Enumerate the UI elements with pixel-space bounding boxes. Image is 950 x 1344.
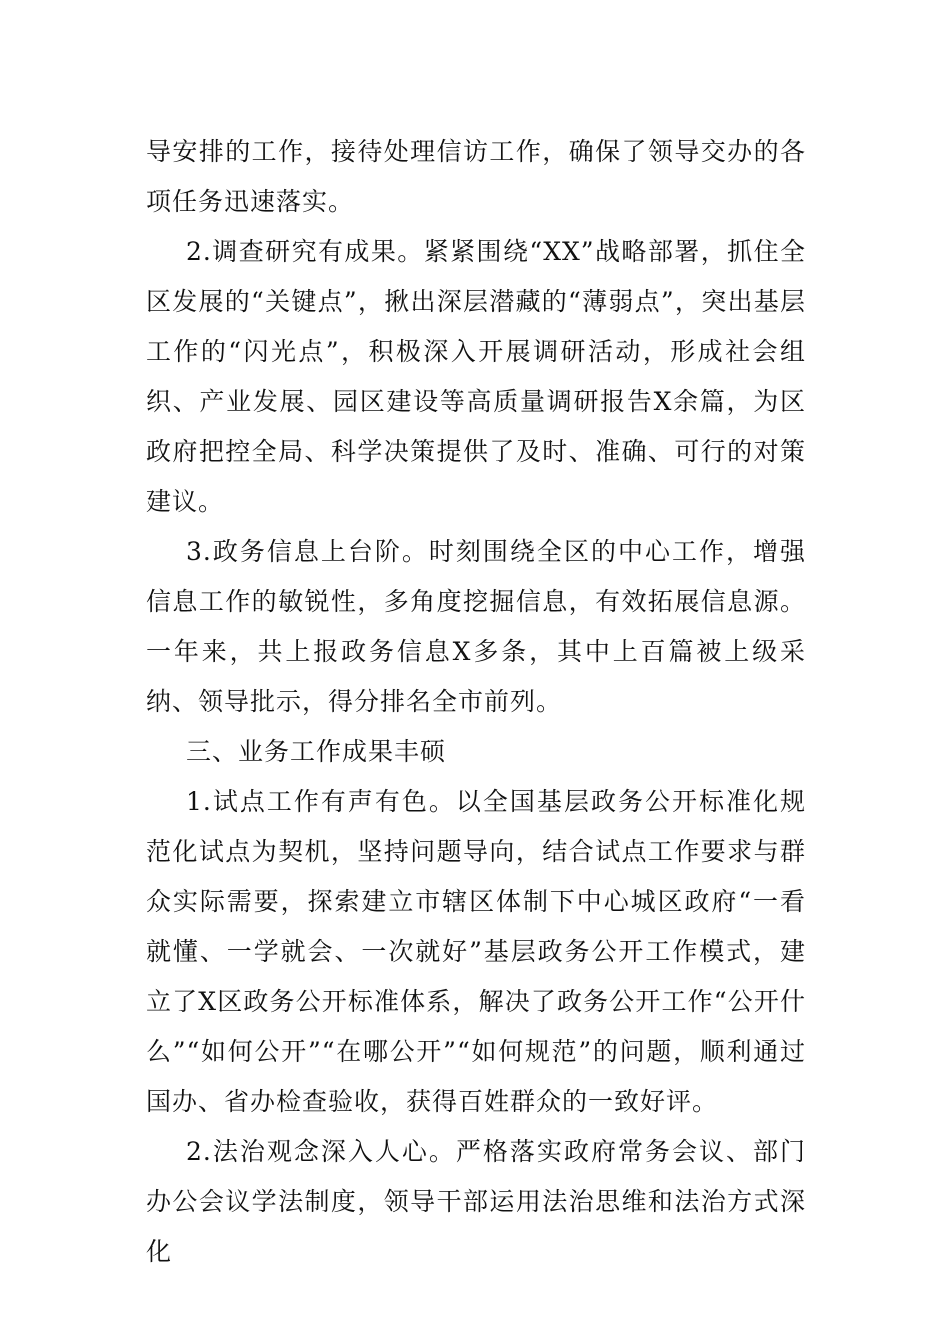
paragraph-pilot-work: 1.试点工作有声有色。以全国基层政务公开标准化规范化试点为契机，坚持问题导向，结合试点工作要求与群众实际需要，探索建立市辖区体制下中心城区政府“一看就懂、一学就会、一次就好”基层政务公开工作模式，建立了X区政务公开标准体系，解决了政务公开工作“公开什么”“如何公开”“在哪公开”“如何规范”的问题，顺利通过国办、省办检查验收，获得百姓群众的一致好评。 bbox=[146, 787, 806, 1116]
paragraph-continuation: 导安排的工作，接待处理信访工作，确保了领导交办的各项任务迅速落实。 bbox=[146, 137, 806, 216]
section-heading-business-achievements: 三、业务工作成果丰硕 bbox=[186, 737, 447, 766]
paragraph-government-information: 3.政务信息上台阶。时刻围绕全区的中心工作，增强信息工作的敏锐性，多角度挖掘信息，有效拓展信息源。一年来，共上报政务信息X多条，其中上百篇被上级采纳、领导批示，得分排名全市前列。 bbox=[146, 537, 806, 716]
paragraph-rule-of-law: 2.法治观念深入人心。严格落实政府常务会议、部门办公会议学法制度，领导干部运用法治思维和法治方式深化 bbox=[146, 1137, 806, 1266]
paragraph-research-results: 2.调查研究有成果。紧紧围绕“XX”战略部署，抓住全区发展的“关键点”，揪出深层潜藏的“薄弱点”，突出基层工作的“闪光点”，积极深入开展调研活动，形成社会组织、产业发展、园区建设等高质量调研报告X余篇，为区政府把控全局、科学决策提供了及时、准确、可行的对策建议。 bbox=[146, 237, 806, 516]
document-body bbox=[146, 127, 806, 1277]
